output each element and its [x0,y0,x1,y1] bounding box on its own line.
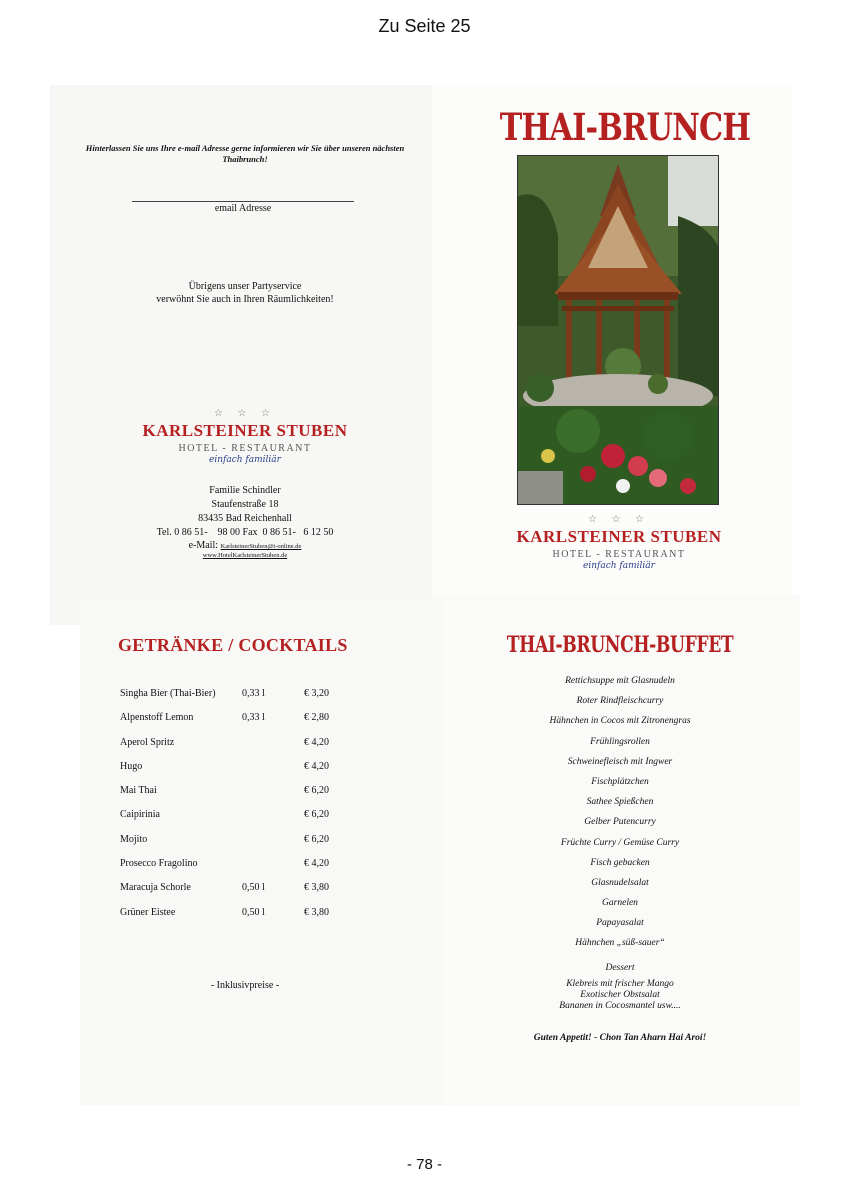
inclusive-prices-note: - Inklusivpreise - [210,980,280,991]
buffet-title: THAI-BRUNCH-BUFFET [506,632,734,658]
contact-email: KarlsteinerStuben@t-online.de [220,543,302,550]
list-item: Sathee Spießchen [586,797,654,808]
drink-price: € 4,20 [304,760,329,772]
dessert-item: Bananen in Cocosmantel usw.... [559,1000,681,1011]
contact-family: Familie Schindler [209,485,281,496]
brand-subtitle: HOTEL - RESTAURANT [552,549,686,560]
drink-name: Aperol Spritz [120,736,175,748]
drink-name: Singha Bier (Thai-Bier) [120,688,216,699]
brand-logo-front [500,514,738,571]
drink-name: Grüner Eistee [120,906,176,918]
drink-price: € 6,20 [304,833,329,845]
page-header: Zu Seite 25 [378,16,471,36]
party-line-1: Übrigens unser Partyservice [188,281,302,292]
contact-email-prefix: e-Mail: [188,540,219,551]
drink-price: € 6,20 [304,809,329,821]
list-item: Frühlingsrollen [590,736,650,747]
list-item: Fisch gebacken [590,857,650,868]
list-item: Roter Rindfleischcurry [576,696,664,707]
email-label: email Adresse [214,203,272,214]
list-item [120,761,420,785]
drink-price: € 6,20 [304,785,329,797]
brand-tagline: einfach familiär [583,561,655,571]
thai-pavilion-photo [517,155,719,505]
drink-size: 0,50 l [242,882,265,894]
list-item: Hähnchen in Cocos mit Zitronengras [549,716,691,727]
star-rating-icon: ☆ ☆ ☆ [588,514,650,525]
list-item: Rettichsuppe mit Glasnudeln [565,676,675,686]
closing-greeting: Guten Appetit! - Chon Tan Aharn Hai Aroi! [533,1033,707,1043]
brand-logo-back [110,408,380,465]
list-item [120,834,420,858]
list-item: Garnelen [602,898,638,909]
brand-subtitle: HOTEL - RESTAURANT [178,443,312,454]
drink-price: € 3,80 [304,882,329,894]
drink-price: € 3,80 [304,906,329,918]
buffet-list [470,674,770,1012]
dessert-title: Dessert [605,962,635,973]
drink-price: € 4,20 [304,736,329,748]
list-item: Früchte Curry / Gemüse Curry [560,837,680,848]
dessert-item: Exotischer Obstsalat [580,989,660,1000]
drink-name: Mai Thai [120,785,157,797]
list-item [120,858,420,882]
drink-name: Prosecco Fragolino [120,858,198,870]
thai-brunch-title: THAI-BRUNCH [499,105,751,149]
email-signature-line [132,201,354,202]
drink-size: 0,50 l [242,906,265,918]
list-item [120,785,420,809]
party-line-2: verwöhnt Sie auch in Ihren Räumlichkeiten! [156,294,334,305]
brand-name: KARLSTEINER STUBEN [142,421,348,440]
list-item [120,712,420,736]
drink-size: 0,33 l [242,712,265,724]
list-item [120,688,420,712]
list-item: Glasnudelsalat [591,877,649,888]
email-note: Hinterlassen Sie uns Ihre e-mail Adresse gerne informieren wir Sie über unseren nächsten Thaibrunch! [85,143,405,164]
contact-street: Staufenstraße 18 [211,499,279,510]
drink-name: Caipirinia [120,809,160,821]
drink-size: 0,33 l [242,688,265,699]
list-item [120,737,420,761]
party-service-note [100,280,390,306]
drinks-list [120,688,420,931]
brand-tagline: einfach familiär [209,455,281,465]
list-item [120,907,420,931]
drink-price: € 4,20 [304,858,329,870]
contact-website: www.HotelKarlsteinerStuben.de [202,552,288,559]
contact-block [100,484,390,560]
drink-price: € 2,80 [304,712,329,724]
page-number: - 78 - [406,1156,442,1173]
drink-name: Mojito [120,833,148,845]
list-item: Papayasalat [596,918,644,929]
drink-name: Alpenstoff Lemon [120,712,194,724]
list-item [120,809,420,833]
contact-phone: Tel. 0 86 51- 98 00 Fax 0 86 51- 6 12 50 [156,527,334,538]
list-item: Fischplätzchen [591,776,649,787]
list-item: Gelber Putencurry [584,817,656,828]
dessert-item: Klebreis mit frischer Mango [566,978,674,989]
list-item [120,882,420,906]
list-item: Hähnchen „süß-sauer“ [575,938,665,949]
star-rating-icon: ☆ ☆ ☆ [214,408,276,419]
drinks-title: GETRÄNKE / COCKTAILS [118,635,348,655]
list-item: Schweinefleisch mit Ingwer [567,756,673,767]
drink-name: Maracuja Schorle [120,882,191,894]
contact-city: 83435 Bad Reichenhall [198,513,292,524]
drink-price: € 3,20 [304,688,329,699]
brand-name: KARLSTEINER STUBEN [516,527,722,546]
drink-name: Hugo [120,760,143,772]
